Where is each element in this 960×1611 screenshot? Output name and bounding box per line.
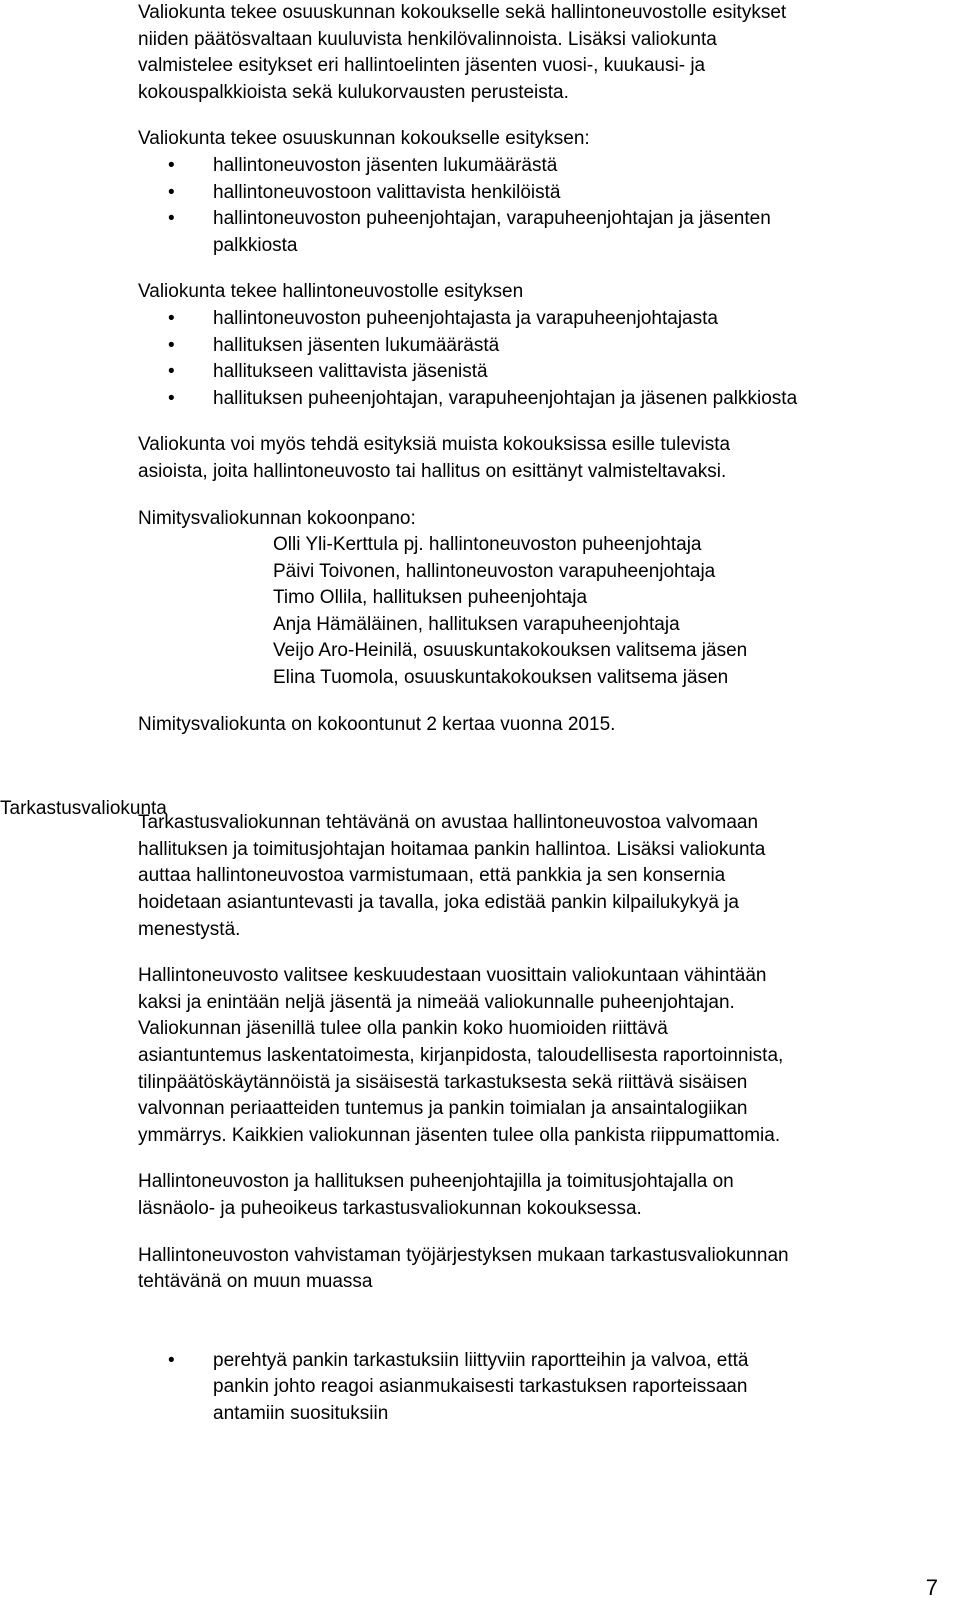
text-line: auttaa hallintoneuvostoa varmistumaan, että pankkia ja sen konsernia	[138, 865, 726, 887]
member-line: Timo Ollila, hallituksen puheenjohtaja	[273, 587, 588, 609]
text-line: Hallintoneuvoston ja hallituksen puheenjohtajilla ja toimitusjohtajalla on	[138, 1171, 734, 1193]
text-line: menestystä.	[138, 918, 241, 940]
member-line: Olli Yli-Kerttula pj. hallintoneuvoston puheenjohtaja	[273, 534, 702, 556]
text-line: Tarkastusvaliokunnan tehtävänä on avustaa hallintoneuvostoa valvomaan	[138, 812, 759, 834]
text-line: läsnäolo- ja puheoikeus tarkastusvaliokunnan kokouksessa.	[138, 1197, 642, 1219]
text-line: hallituksen ja toimitusjohtajan hoitamaa pankin hallintoa. Lisäksi valiokunta	[138, 838, 766, 860]
audit-paragraph-1	[138, 810, 938, 943]
audit-duties-list	[138, 1348, 938, 1428]
text-line: hoidetaan asiantuntevasti ja tavalla, joka edistää pankin kilpailukykyä ja	[138, 892, 739, 914]
member-line: Veijo Aro-Heinilä, osuuskuntakokouksen valitsema jäsen	[273, 640, 748, 662]
text-line: kokouspalkkioista sekä kulukorvausten perusteista.	[138, 81, 569, 103]
text-line: kaksi ja enintään neljä jäsentä ja nimeää valiokunnalle puheenjohtajan.	[138, 991, 735, 1013]
text-line: Hallintoneuvoston vahvistaman työjärjestyksen mukaan tarkastusvaliokunnan	[138, 1244, 789, 1266]
text-line: ymmärrys. Kaikkien valiokunnan jäsenten tulee olla pankista riippumattomia.	[138, 1124, 781, 1146]
text-line: Valiokunnan jäsenillä tulee olla pankin koko huomioiden riittävä	[138, 1018, 668, 1040]
text-line: Hallintoneuvosto valitsee keskuudestaan vuosittain valiokuntaan vähintään	[138, 965, 767, 987]
list-item: • hallituksen jäsenten lukumäärästä	[138, 333, 938, 360]
list-item	[138, 1348, 938, 1428]
text-line: asioista, joita hallintoneuvosto tai hallitus on esittänyt valmisteltavaksi.	[138, 460, 727, 482]
composition-members	[138, 532, 938, 692]
proposals-meeting-heading: Valiokunta tekee osuuskunnan kokoukselle esityksen:	[138, 128, 590, 150]
document-body	[138, 0, 938, 1428]
other-proposals-paragraph	[138, 432, 938, 485]
meetings-count: Nimitysvaliokunta on kokoontunut 2 kertaa vuonna 2015.	[138, 713, 616, 735]
composition-heading: Nimitysvaliokunnan kokoonpano:	[138, 507, 416, 529]
list-item: • hallituksen puheenjohtajan, varapuheenjohtajan ja jäsenen palkkiosta	[138, 386, 938, 413]
proposals-council-list	[138, 306, 938, 412]
text-line: tilinpäätöskäytännöistä ja sisäisestä tarkastuksesta sekä riittävä sisäisen	[138, 1071, 748, 1093]
list-item: • hallintoneuvoston puheenjohtajasta ja varapuheenjohtajasta	[138, 306, 938, 333]
text-line: Valiokunta tekee osuuskunnan kokoukselle sekä hallintoneuvostolle esitykset	[138, 2, 787, 23]
text-line: valmistelee esitykset eri hallintoelinten jäsenten vuosi-, kuukausi- ja	[138, 55, 706, 77]
text-line: tehtävänä on muun muassa	[138, 1271, 373, 1293]
text-line: • perehtyä pankin tarkastuksiin liittyviin raportteihin ja valvoa, että	[213, 1349, 749, 1371]
section-heading-audit-committee: Tarkastusvaliokunta	[0, 798, 167, 819]
text-line: valvonnan periaatteiden tuntemus ja pankin toimialan ja ansaintalogiikan	[138, 1098, 748, 1120]
list-item-continuation: palkkiosta	[213, 234, 298, 256]
member-line: Elina Tuomola, osuuskuntakokouksen valitsema jäsen	[273, 667, 729, 689]
text-line: asiantuntemus laskentatoimesta, kirjanpidosta, taloudellisesta raportoinnista,	[138, 1045, 784, 1066]
audit-paragraph-4	[138, 1243, 938, 1296]
list-item: • hallintoneuvoston jäsenten lukumäärästä	[138, 153, 938, 180]
list-item: • hallintoneuvoston puheenjohtajan, varapuheenjohtajan ja jäsenten	[138, 206, 938, 233]
list-item: • hallitukseen valittavista jäsenistä	[138, 359, 938, 386]
member-line: Päivi Toivonen, hallintoneuvoston varapuheenjohtaja	[273, 560, 716, 582]
text-line: antamiin suosituksiin	[213, 1402, 389, 1424]
text-line: Valiokunta voi myös tehdä esityksiä muista kokouksissa esille tulevista	[138, 434, 731, 456]
text-line: niiden päätösvaltaan kuuluvista henkilövalinnoista. Lisäksi valiokunta	[138, 28, 717, 50]
text-line: pankin johto reagoi asianmukaisesti tarkastuksen raporteissaan	[213, 1376, 748, 1398]
page-number: 7	[925, 1575, 938, 1600]
audit-paragraph-3	[138, 1169, 938, 1222]
intro-paragraph	[138, 0, 938, 106]
member-line: Anja Hämäläinen, hallituksen varapuheenjohtaja	[273, 613, 680, 635]
proposals-council-heading: Valiokunta tekee hallintoneuvostolle esityksen	[138, 281, 524, 303]
audit-paragraph-2	[138, 963, 938, 1149]
list-item: • hallintoneuvostoon valittavista henkilöistä	[138, 180, 938, 207]
proposals-meeting-list	[138, 153, 938, 233]
